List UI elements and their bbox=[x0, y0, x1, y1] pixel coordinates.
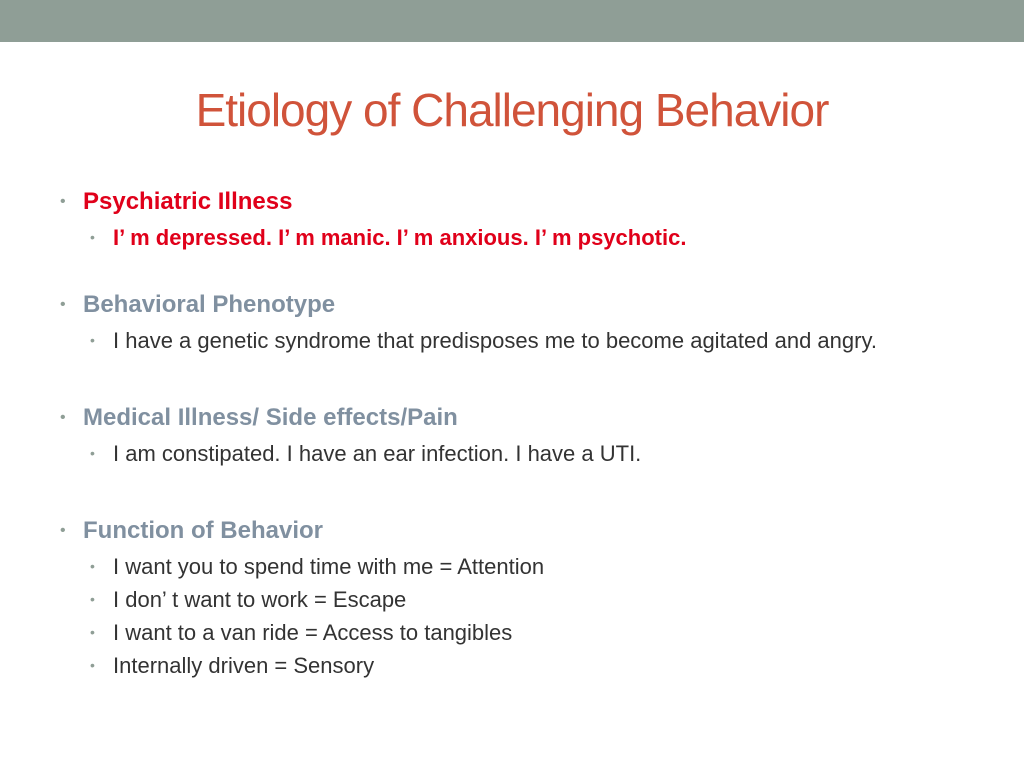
sub-bullet-text: I have a genetic syndrome that predisposes me to become agitated and angry. bbox=[113, 328, 877, 353]
slide-content bbox=[60, 184, 960, 681]
heading-text: Psychiatric Illness bbox=[83, 188, 293, 215]
slide-title: Etiology of Challenging Behavior bbox=[195, 84, 829, 136]
bullet-dot-icon: • bbox=[60, 409, 66, 426]
bullet-dot-icon: • bbox=[90, 229, 95, 245]
heading-text: Medical Illness/ Side effects/Pain bbox=[83, 404, 458, 431]
sub-bullet bbox=[60, 584, 960, 615]
bullet-dot-icon: • bbox=[90, 558, 95, 574]
sub-bullet-text: I’ m depressed. I’ m manic. I’ m anxious. I’ m psychotic. bbox=[113, 225, 687, 250]
bullet-dot-icon: • bbox=[90, 445, 95, 461]
top-decorative-bar bbox=[0, 0, 1024, 42]
sub-bullet-text: I want you to spend time with me = Attention bbox=[113, 554, 545, 579]
sub-bullet bbox=[60, 222, 960, 253]
bullet-behavioral-phenotype bbox=[60, 287, 960, 323]
bullet-dot-icon: • bbox=[60, 522, 66, 539]
heading-text: Function of Behavior bbox=[83, 517, 323, 544]
heading-text: Behavioral Phenotype bbox=[83, 291, 336, 318]
bullet-dot-icon: • bbox=[90, 332, 95, 348]
bullet-dot-icon: • bbox=[90, 624, 95, 640]
bullet-dot-icon: • bbox=[90, 657, 95, 673]
bullet-psychiatric-illness bbox=[60, 184, 960, 220]
sub-bullet bbox=[60, 617, 960, 648]
sub-bullet bbox=[60, 650, 960, 681]
sub-bullet-text: I am constipated. I have an ear infection. I have a UTI. bbox=[113, 441, 642, 466]
sub-bullet-text: I don’ t want to work = Escape bbox=[113, 587, 407, 612]
bullet-function-of-behavior bbox=[60, 513, 960, 549]
bullet-dot-icon: • bbox=[60, 193, 66, 210]
sub-bullet-text: Internally driven = Sensory bbox=[113, 653, 375, 678]
bullet-dot-icon: • bbox=[60, 296, 66, 313]
sub-bullet bbox=[60, 551, 960, 582]
sub-bullet bbox=[60, 325, 943, 356]
sub-bullet bbox=[60, 438, 960, 469]
bullet-medical-illness bbox=[60, 400, 960, 436]
bullet-dot-icon: • bbox=[90, 591, 95, 607]
sub-bullet-text: I want to a van ride = Access to tangibles bbox=[113, 620, 513, 645]
